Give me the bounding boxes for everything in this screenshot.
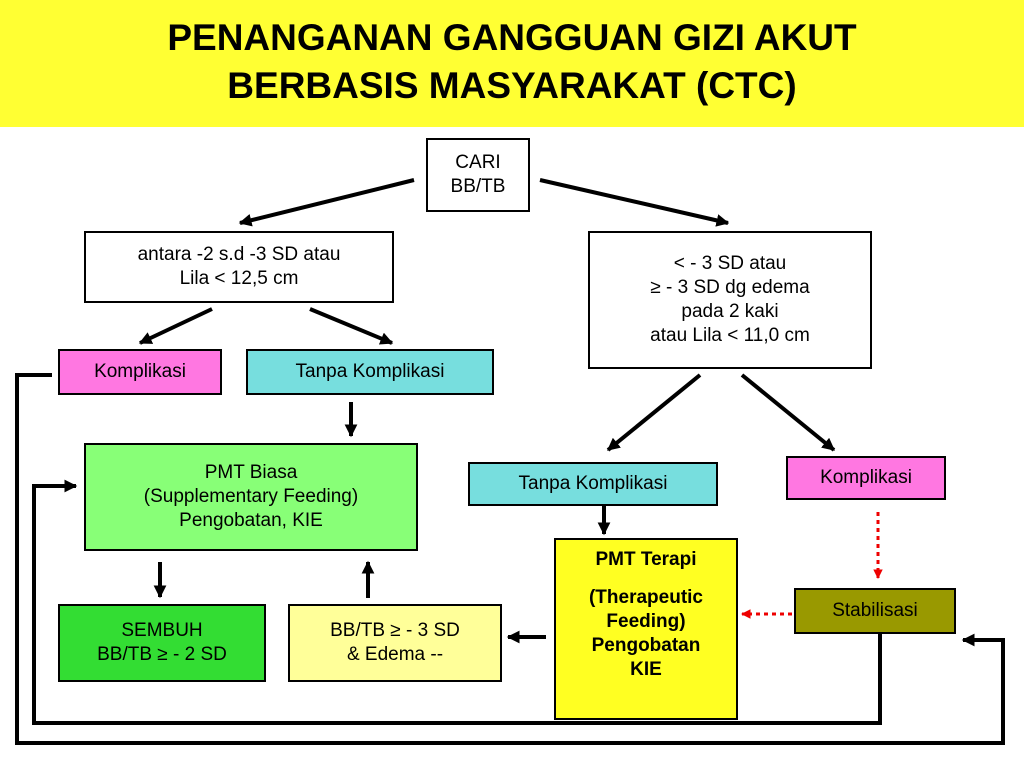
arrow-cari-to-right	[540, 180, 728, 223]
right-criteria-line-1: < - 3 SD atau	[673, 253, 787, 274]
tanpa-komplikasi-right-label: Tanpa Komplikasi	[518, 473, 668, 494]
right-criteria-line-4: atau Lila < 11,0 cm	[650, 325, 810, 346]
right-criteria-line-3: pada 2 kaki	[681, 301, 779, 322]
sembuh-line-2: BB/TB ≥ - 2 SD	[97, 644, 227, 665]
pmt-biasa-line-2: (Supplementary Feeding)	[143, 486, 359, 507]
sembuh-box	[58, 604, 266, 682]
pmt-terapi-line-1: PMT Terapi	[595, 549, 697, 570]
komplikasi-right-label: Komplikasi	[820, 467, 912, 488]
left-criteria-box	[84, 231, 394, 303]
title-line-2: BERBASIS MASYARAKAT (CTC)	[227, 65, 797, 106]
left-criteria-line-2: Lila < 12,5 cm	[179, 268, 299, 289]
komplikasi-left-box	[58, 349, 222, 395]
title-line-1: PENANGANAN GANGGUAN GIZI AKUT	[167, 17, 857, 58]
pmt-biasa-box	[84, 443, 418, 551]
pmt-biasa-line-1: PMT Biasa	[204, 462, 298, 483]
cari-line-2: BB/TB	[450, 176, 506, 197]
pmt-terapi-line-4: Pengobatan	[591, 635, 701, 656]
komplikasi-left-label: Komplikasi	[94, 361, 186, 382]
right-criteria-line-2: ≥ - 3 SD dg edema	[650, 277, 810, 298]
pmt-terapi-line-3: Feeding)	[606, 611, 686, 632]
cari-line-1: CARI	[455, 152, 501, 173]
left-criteria-line-1: antara -2 s.d -3 SD atau	[137, 244, 341, 265]
arrow-right-to-tanpa	[608, 375, 700, 450]
loop-komplikasi-to-stabilisasi	[17, 375, 1003, 743]
bbtb-edema-line-2: & Edema --	[346, 644, 444, 665]
right-criteria-box	[588, 231, 872, 369]
stabilisasi-label: Stabilisasi	[832, 600, 918, 621]
sembuh-line-1: SEMBUH	[121, 620, 203, 641]
arrow-left-to-komplikasi	[140, 309, 212, 343]
bbtb-edema-box	[288, 604, 502, 682]
stabilisasi-box	[794, 588, 956, 634]
arrow-cari-to-left	[240, 180, 414, 223]
pmt-terapi-box	[554, 538, 738, 720]
arrow-right-to-komplikasi	[742, 375, 834, 450]
arrow-left-to-tanpa	[310, 309, 392, 343]
tanpa-komplikasi-right-box	[468, 462, 718, 506]
komplikasi-right-box	[786, 456, 946, 500]
cari-bbtb-box	[426, 138, 530, 212]
pmt-terapi-line-5: KIE	[630, 659, 662, 680]
pmt-terapi-line-2: (Therapeutic	[588, 587, 704, 608]
pmt-biasa-line-3: Pengobatan, KIE	[179, 510, 323, 531]
bbtb-edema-line-1: BB/TB ≥ - 3 SD	[330, 620, 460, 641]
tanpa-komplikasi-left-box	[246, 349, 494, 395]
tanpa-komplikasi-left-label: Tanpa Komplikasi	[295, 361, 445, 382]
